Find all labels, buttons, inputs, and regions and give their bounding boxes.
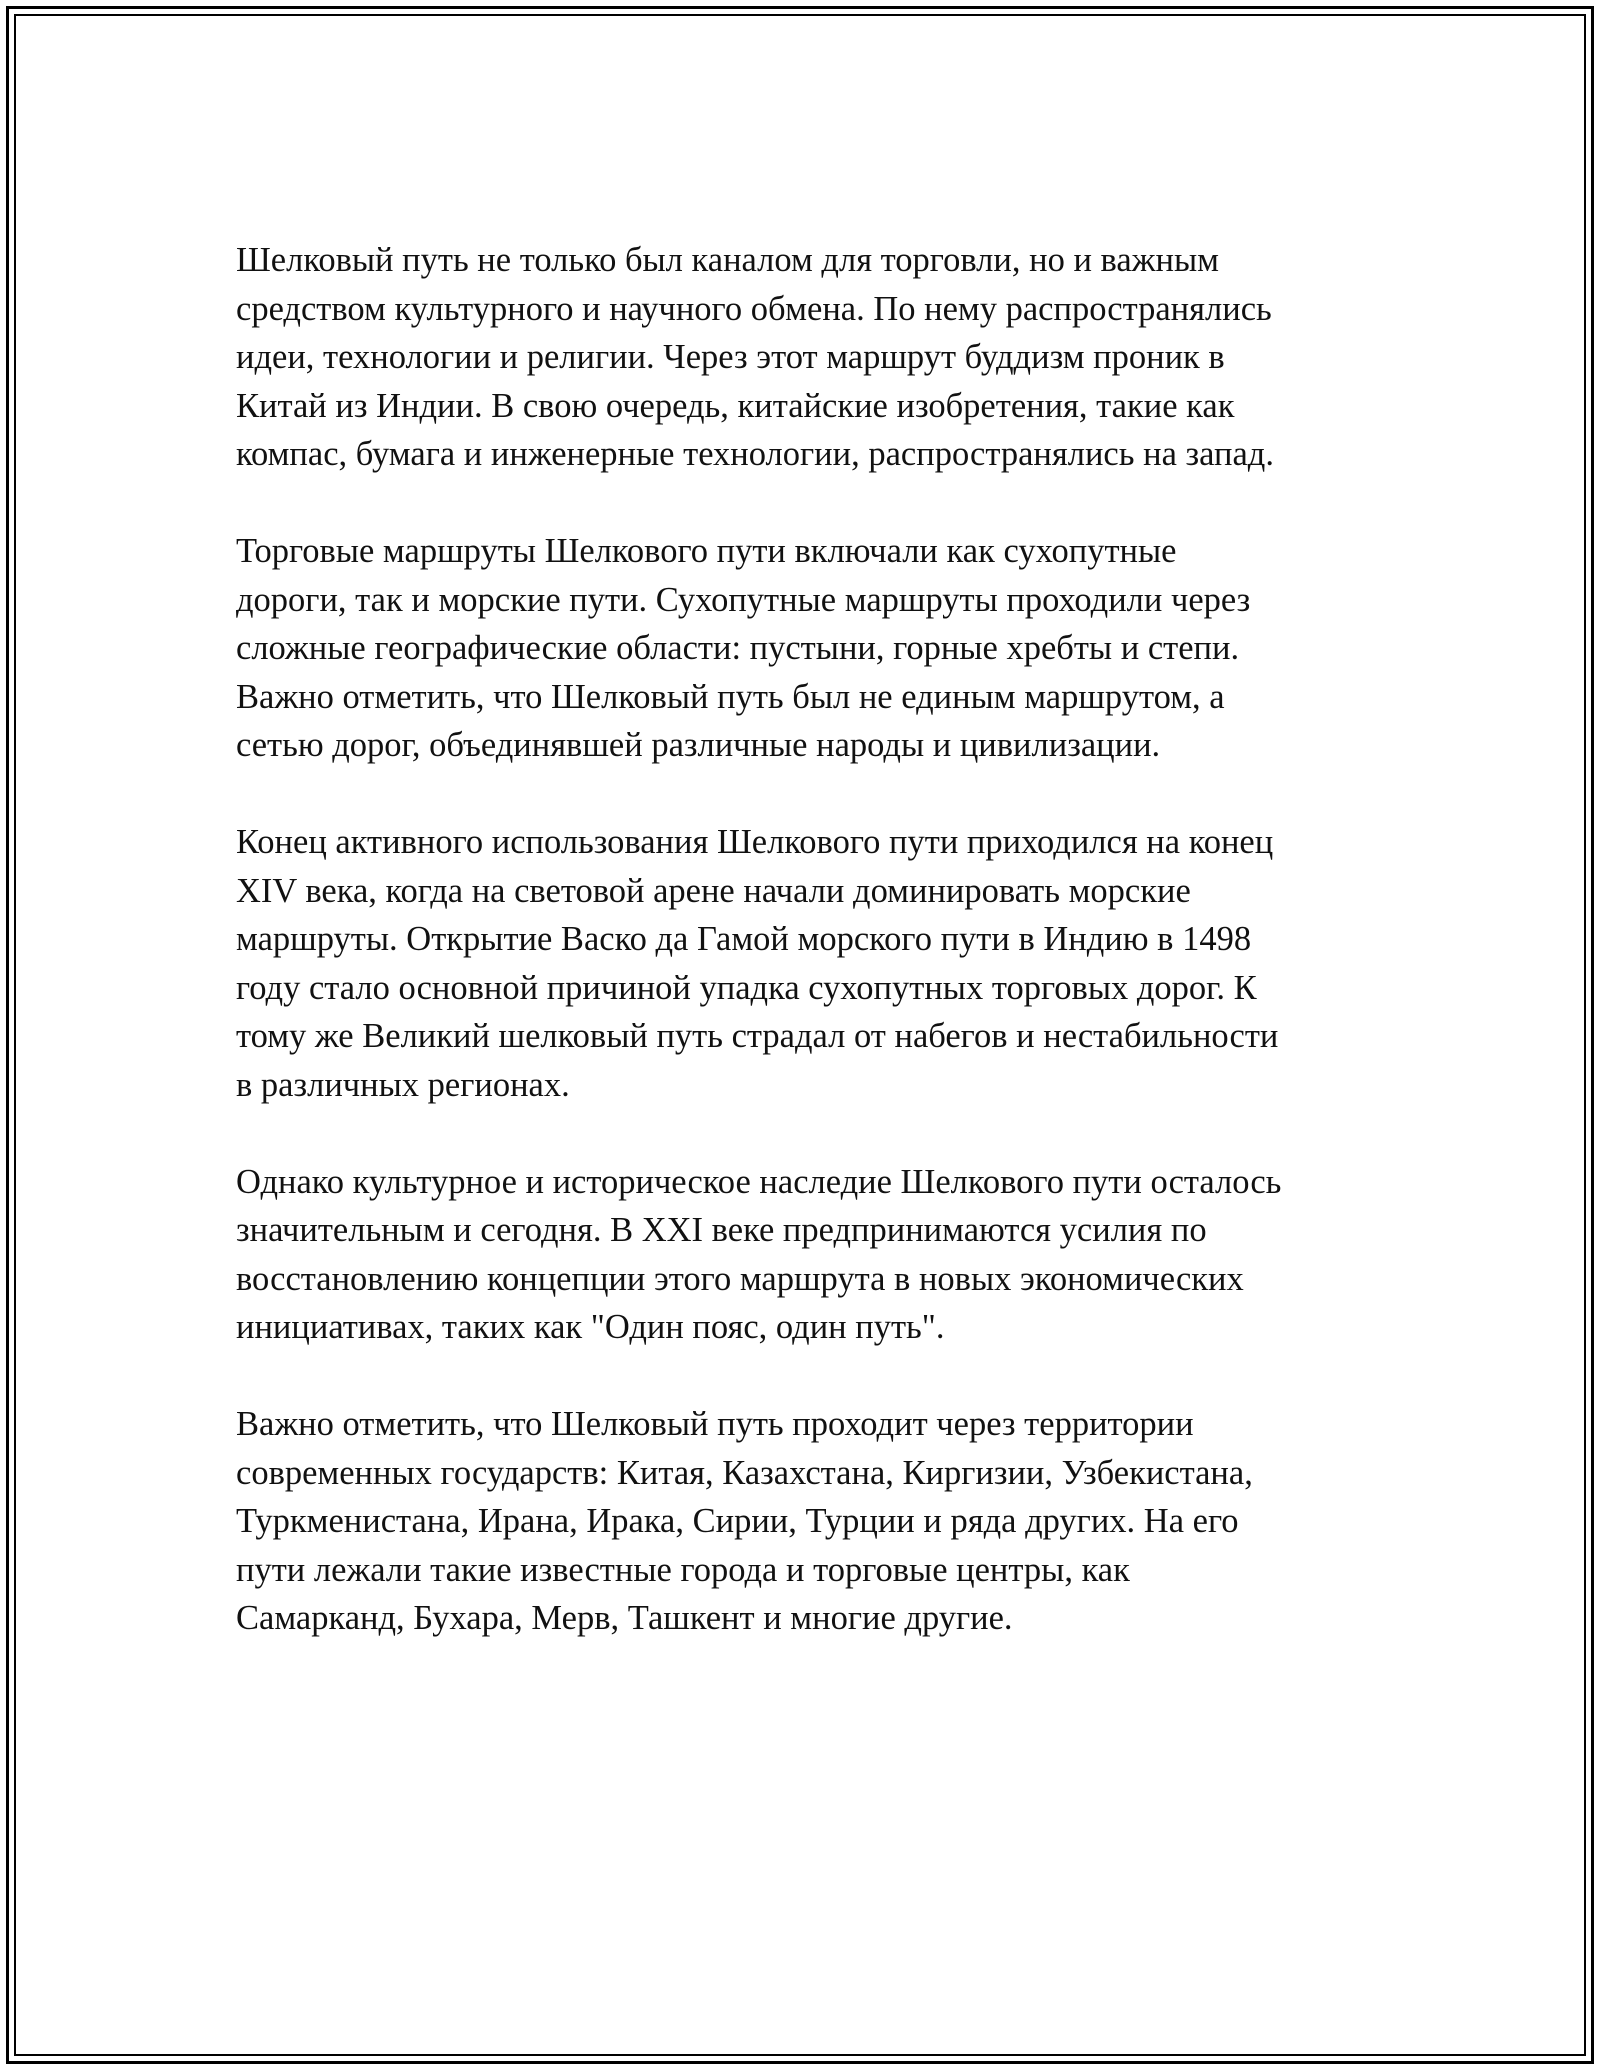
paragraph-5: Важно отметить, что Шелковый путь проходит через территории современных государств: Китая, Казахстана, Киргизии, Узбекистана, Туркменистана, Ирана, Ирака, Сирии, Турции и ряда других. На его пути лежали такие известные города и торговые центры, как Самарканд, Бухара, Мерв, Ташкент и многие другие. [236, 1405, 1253, 1637]
paragraph-3: Конец активного использования Шелкового пути приходился на конец XIV века, когда на световой арене начали доминировать морские маршруты. Открытие Васко да Гамой морского пути в Индию в 1498 году стало основной причиной упадка сухопутных торговых дорог. К тому же Великий шелковый путь страдал от набегов и нестабильности в различных регионах. [236, 823, 1279, 1104]
document-body [236, 236, 1386, 1643]
paragraph-2: Торговые маршруты Шелкового пути включали как сухопутные дороги, так и морские пути. Сухопутные маршруты проходили через сложные географические области: пустыни, горные хребты и степи. Важно отметить, что Шелковый путь был не единым маршрутом, а сетью дорог, объединявшей различные народы и цивилизации. [236, 532, 1251, 764]
paragraph-4: Однако культурное и историческое наследие Шелкового пути осталось значительным и сегодня. В XXI веке предпринимаются усилия по восстановлению концепции этого маршрута в новых экономических инициативах, таких как "Один пояс, один путь". [236, 1162, 1282, 1346]
paragraph-1: Шелковый путь не только был каналом для торговли, но и важным средством культурного и научного обмена. По нему распространялись идеи, технологии и религии. Через этот маршрут буддизм проник в Китай из Индии. В свою очередь, китайские изобретения, такие как компас, бумага и инженерные технологии, распространялись на запад. [236, 241, 1274, 473]
